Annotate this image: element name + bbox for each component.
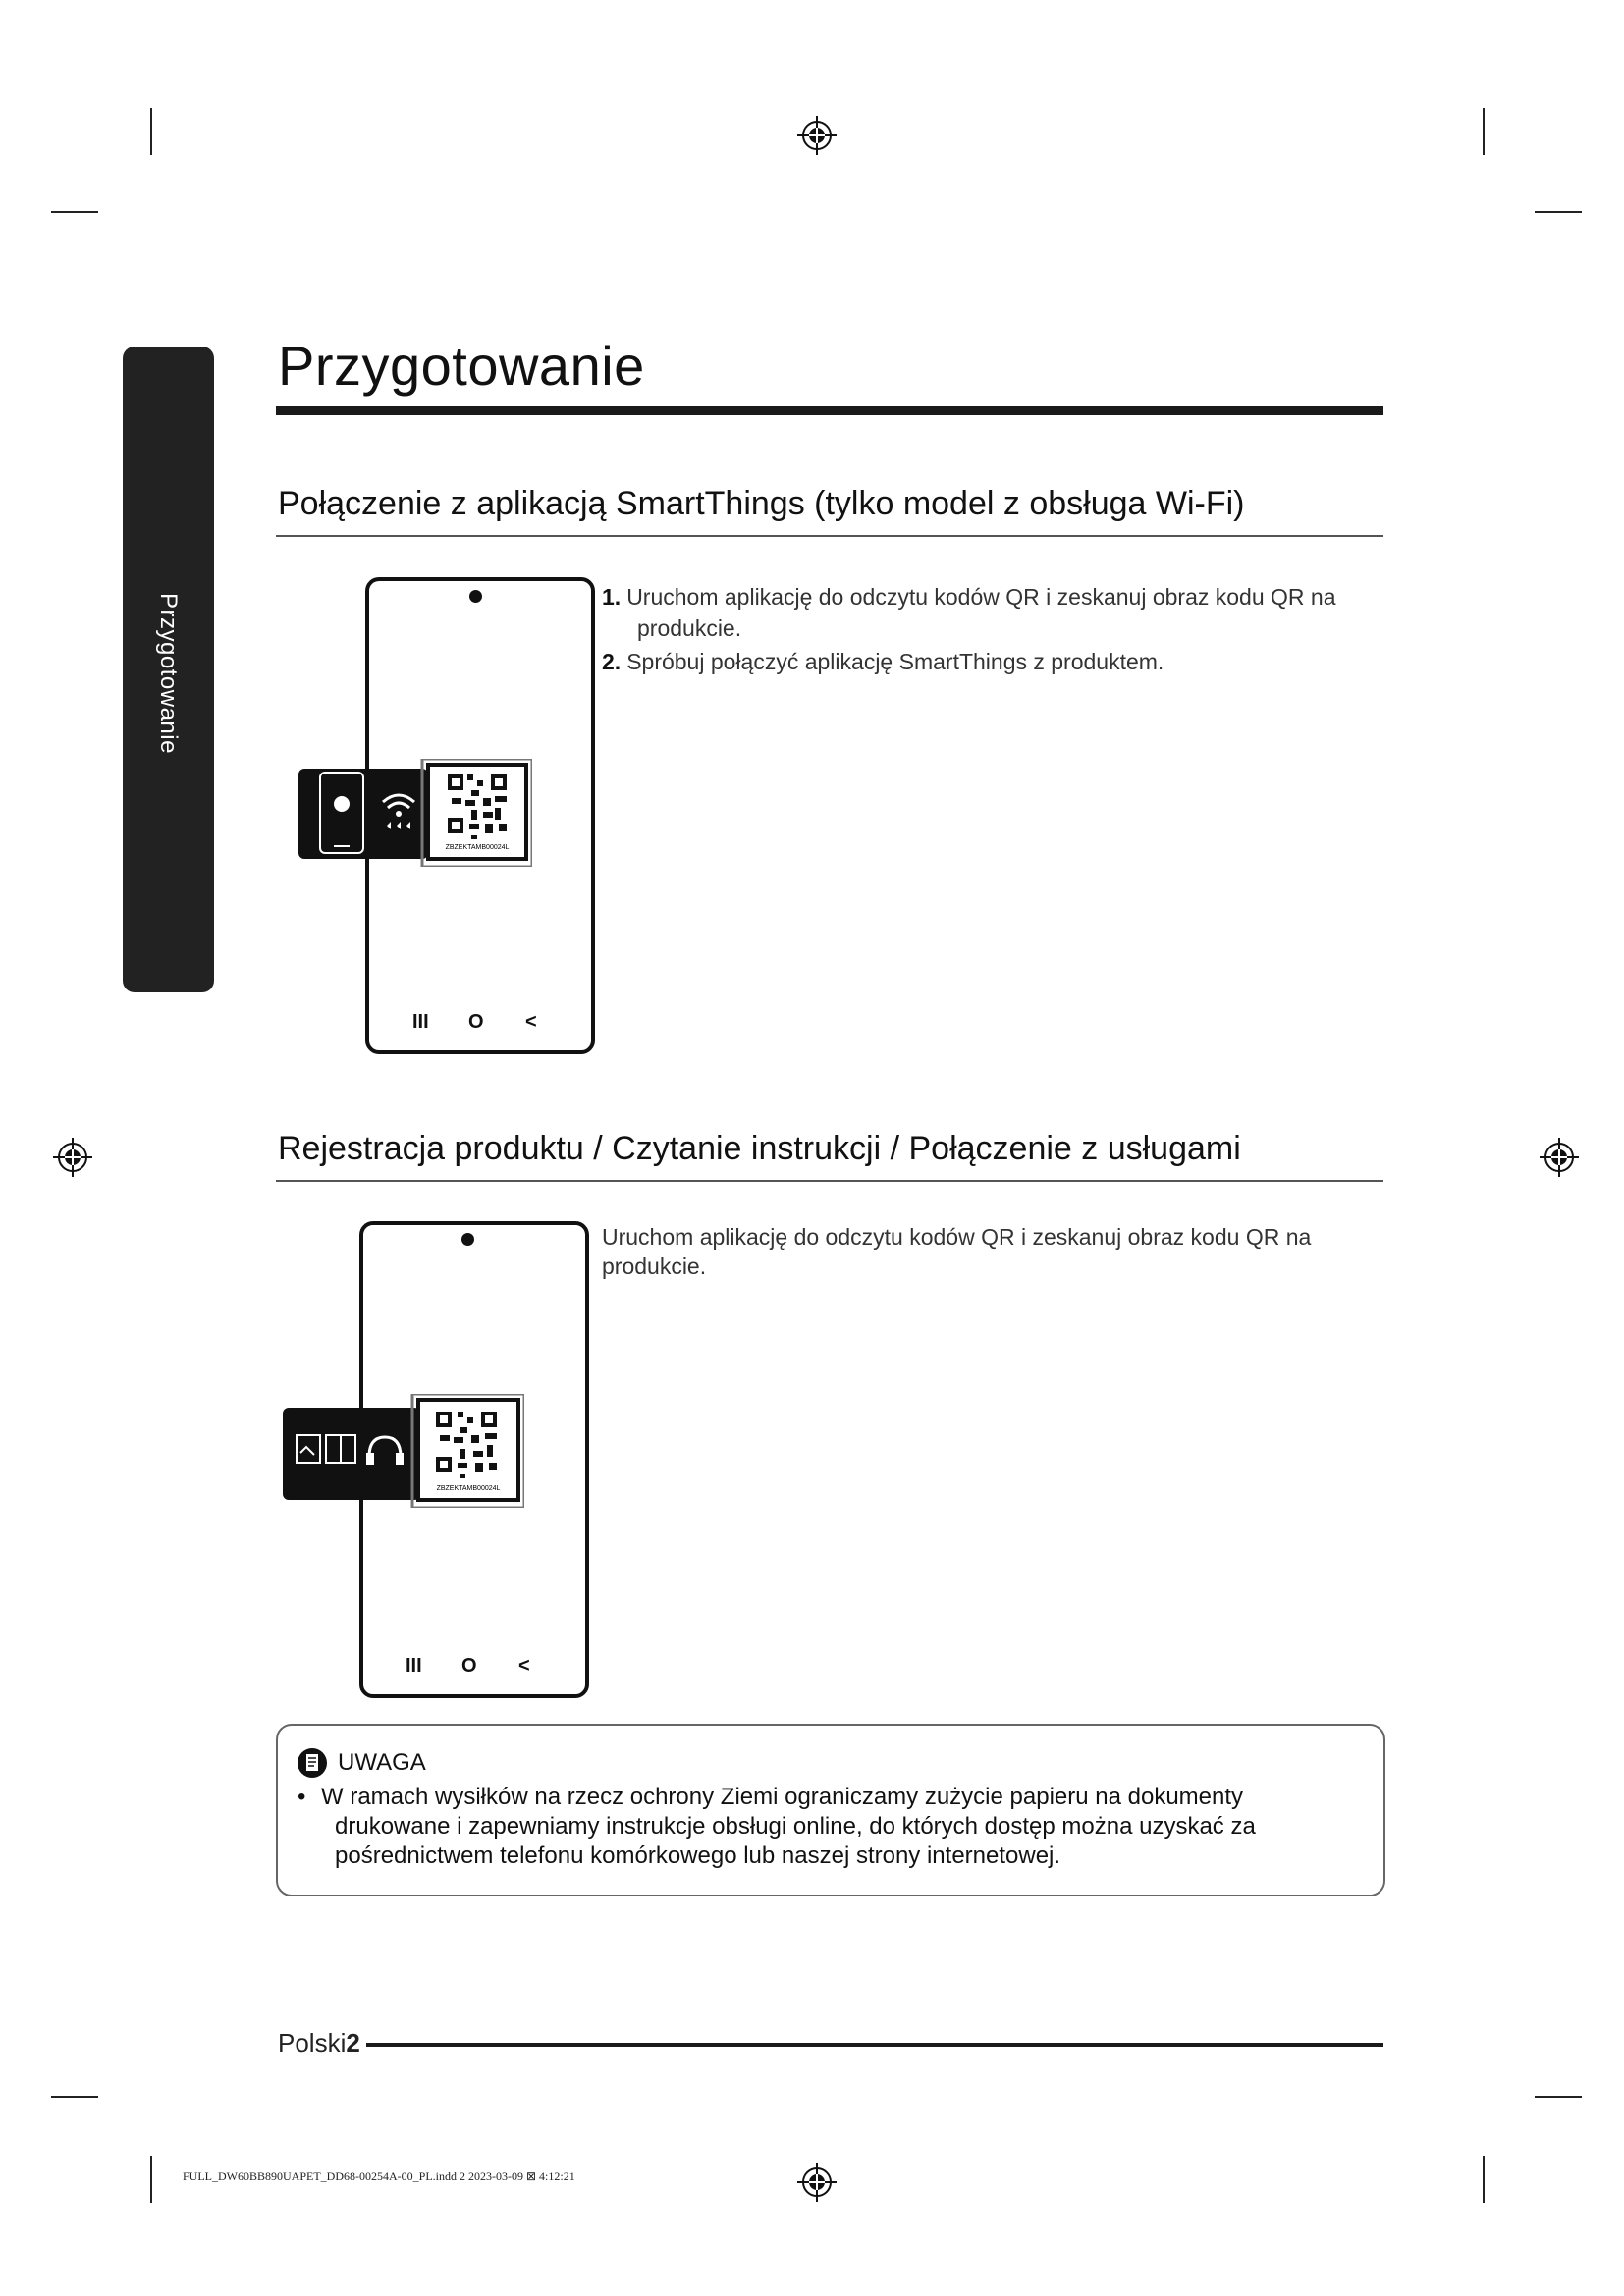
page-title: Przygotowanie	[278, 335, 645, 397]
step-2	[602, 646, 1387, 677]
step-text: Spróbuj połączyć aplikację SmartThings z produktem.	[626, 649, 1164, 674]
registration-mark-icon	[1538, 1136, 1581, 1179]
note-line: W ramach wysiłków na rzecz ochrony Ziemi ograniczamy zużycie papieru na dokumenty	[321, 1784, 1244, 1810]
phone-back-icon: <	[525, 1011, 537, 1033]
phone-camera-icon	[461, 1233, 474, 1246]
registration-mark-icon	[795, 114, 839, 157]
phone-recent-icon: III	[406, 1655, 422, 1677]
print-slug: FULL_DW60BB890UAPET_DD68-00254A-00_PL.indd 2 2023-03-09 ⊠ 4:12:21	[183, 2169, 575, 2183]
title-rule	[276, 406, 1383, 415]
registration-mark-icon	[51, 1136, 94, 1179]
phone-recent-icon: III	[412, 1011, 429, 1033]
qr-caption-2: ZBZEKTAMB00024L	[436, 1485, 501, 1492]
section-rule	[276, 535, 1383, 537]
crop-mark	[1483, 108, 1485, 155]
note-line: drukowane i zapewniamy instrukcje obsługi online, do których dostęp można uzyskać za	[335, 1813, 1256, 1840]
crop-mark	[1535, 2096, 1582, 2098]
crop-mark	[1535, 211, 1582, 213]
section-rule	[276, 1180, 1383, 1182]
phone-camera-icon	[469, 590, 482, 603]
phone-home-icon: O	[461, 1655, 477, 1677]
crop-mark	[1483, 2156, 1485, 2203]
step-number: 1.	[602, 584, 622, 610]
note-title: UWAGA	[338, 1749, 426, 1776]
qr-caption-1: ZBZEKTAMB00024L	[445, 844, 510, 851]
phone-back-icon: <	[518, 1655, 530, 1677]
page-number: 2	[346, 2028, 360, 2057]
product-qr-label-smartthings	[298, 759, 532, 867]
note-line: pośrednictwem telefonu komórkowego lub naszej strony internetowej.	[335, 1842, 1061, 1869]
footer-rule	[366, 2043, 1383, 2047]
step-text: Uruchom aplikację do odczytu kodów QR i zeskanuj obraz kodu QR na	[626, 584, 1336, 610]
section2-instruction	[602, 1222, 1368, 1281]
crop-mark	[150, 108, 152, 155]
section-heading-registration: Rejestracja produktu / Czytanie instrukcji / Połączenie z usługami	[278, 1130, 1241, 1167]
footer-language: Polski	[278, 2028, 347, 2057]
step-1	[602, 581, 1387, 644]
step-text-continued: produkcie.	[637, 615, 742, 641]
page-footer	[278, 2028, 360, 2058]
step-number: 2.	[602, 649, 622, 674]
note-body	[298, 1783, 1319, 1871]
note-text	[298, 1783, 1319, 1871]
crop-mark	[51, 211, 98, 213]
crop-mark	[150, 2156, 152, 2203]
section2-instruction-line1: Uruchom aplikację do odczytu kodów QR i zeskanuj obraz kodu QR na	[602, 1224, 1312, 1250]
phone-home-icon: O	[468, 1011, 484, 1033]
section-heading-smartthings: Połączenie z aplikacją SmartThings (tylko model z obsługa Wi-Fi)	[278, 485, 1245, 522]
crop-mark	[51, 2096, 98, 2098]
product-qr-label-services	[283, 1394, 524, 1508]
side-chapter-tab-label: Przygotowanie	[155, 593, 182, 754]
note-icon	[297, 1747, 328, 1779]
section2-instruction-line2: produkcie.	[602, 1254, 707, 1279]
note-bullet: •	[298, 1784, 306, 1810]
registration-mark-icon	[795, 2161, 839, 2204]
